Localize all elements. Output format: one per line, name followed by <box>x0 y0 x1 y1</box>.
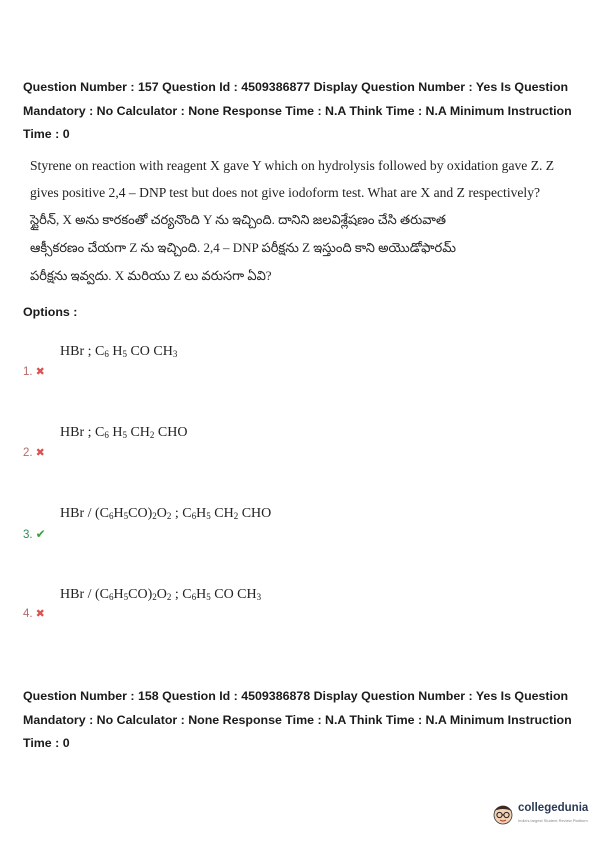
wrong-icon: ✖ <box>35 366 45 378</box>
options-label: Options : <box>23 305 78 319</box>
brand-tagline: India's largest Student Review Platform <box>518 818 588 823</box>
option-2-number[interactable] <box>23 446 45 459</box>
option-number-label: 3. <box>23 529 33 541</box>
option-4-number[interactable] <box>23 607 45 620</box>
question-text-te-line: స్టైరీన్, X అను కారకంతో చర్యనొంది Y ను ఇచ్చింది. దానిని జలవిశ్లేషణం చేసి తరువాత <box>30 212 447 227</box>
mascot-icon <box>491 801 515 827</box>
option-number-label: 2. <box>23 447 33 459</box>
question-157-meta: Question Number : 157 Question Id : 4509386877 Display Question Number : Yes Is Question Mandatory : No Calculator : None Response Time : N.A Think Time : N.A Minimum Instruction Time : 0 <box>23 80 572 141</box>
option-3-text: HBr / $(C_6H_5CO)_2O_2$ ; $C_6H_5$ $CH_2$ CHO <box>60 506 272 521</box>
check-icon: ✔ <box>35 527 46 541</box>
question-158-meta: Question Number : 158 Question Id : 4509386878 Display Question Number : Yes Is Question Mandatory : No Calculator : None Response Time : N.A Think Time : N.A Minimum Instruction Time : 0 <box>23 689 572 750</box>
option-1-number[interactable] <box>23 365 45 378</box>
option-4-text: HBr / $(C_6H_5CO)_2O_2$ ; $C_6H_5$ CO $CH_3$ <box>60 587 262 602</box>
collegedunia-logo <box>491 797 589 831</box>
question-text-en-line: gives positive 2,4 – DNP test but does not give iodoform test. What are X and Z respectively? <box>30 185 541 200</box>
option-2-text: HBr ; $C_6$ $H_5$ $CH_2$ CHO <box>60 425 188 440</box>
question-text-te-line: పరీక్షను ఇవ్వదు. X మరియు Z లు వరుసగా ఏవి? <box>30 268 272 283</box>
question-text-te-line: ఆక్సీకరణం చేయగా Z ను ఇచ్చింది. 2,4 – DNP పరీక్షను Z ఇస్తుంది కాని అయొడోఫారమ్ <box>30 240 456 255</box>
brand-name: collegedunia <box>518 802 589 814</box>
wrong-icon: ✖ <box>35 447 45 459</box>
option-number-label: 1. <box>23 366 33 378</box>
option-number-label: 4. <box>23 608 33 620</box>
question-157-text <box>30 152 570 290</box>
wrong-icon: ✖ <box>35 608 45 620</box>
option-1-text: HBr ; $C_6$ $H_5$ CO $CH_3$ <box>60 344 178 359</box>
option-3-number[interactable] <box>23 527 46 541</box>
question-text-en-line: Styrene on reaction with reagent X gave Y which on hydrolysis followed by oxidation gave Z. Z <box>30 158 555 173</box>
